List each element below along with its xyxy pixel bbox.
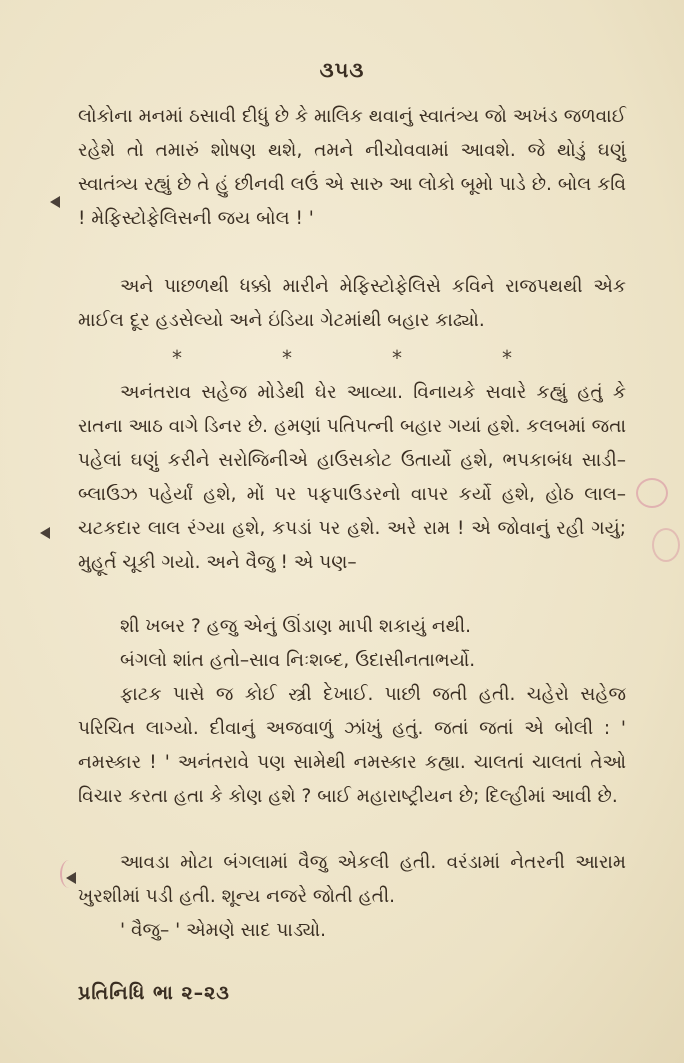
paragraph-8: ' વૈજુ– ' એમણે સાદ પાડ્યો. — [120, 920, 327, 941]
margin-mark — [40, 527, 50, 539]
page-number: ૩૫૩ — [319, 58, 365, 82]
separator-star: * — [392, 346, 402, 370]
page-footer: પ્રતિનિધિ ભા ૨–૨૩ — [78, 982, 230, 1004]
paragraph-1: લોકોના મનમાં ઠસાવી દીધું છે કે માલિક થવાનું સ્વાતંત્ર્ય જો અખંડ જળવાઈ રહેશે તો તમારું શોષણ થશે, તમને નીચોવવામાં આવશે. જે થોડું ઘણું સ્વાતંત્ર્ય રહ્યું છે તે હું છીનવી લઉં એ સારુ આ લોકો બૂમો પાડે છે. બોલ કવિ ! મેફિસ્ટોફેલિસની જય બોલ ! ' — [78, 106, 626, 229]
separator-star: * — [502, 346, 512, 370]
paragraph-4: શી ખબર ? હજુ એનું ઊંડાણ માપી શકાયું નથી. — [120, 616, 471, 637]
paragraph-5: બંગલો શાંત હતો–સાવ નિઃશબ્દ, ઉદાસીનતાભર્યો. — [120, 650, 476, 671]
paragraph-6: ફાટક પાસે જ કોઈ સ્ત્રી દેખાઈ. પાછી જતી હતી. ચહેરો સહેજ પરિચિત લાગ્યો. દીવાનું અજવાળું ઝાંખું હતું. જતાં જતાં એ બોલી : ' નમસ્કાર ! ' અનંતરાવે પણ સામેથી નમસ્કાર કહ્યા. ચાલતાં ચાલતાં તેઓ વિચાર કરતા હતા કે કોણ હશે ? બાઈ મહારાષ્ટ્રીયન છે; દિલ્હીમાં આવી છે. — [78, 684, 626, 807]
paragraph-2: અને પાછળથી ધક્કો મારીને મેફિસ્ટોફેલિસે કવિને રાજપથથી એક માઈલ દૂર હડસેલ્યો અને ઇંડિયા ગેટમાંથી બહાર કાઢ્યો. — [78, 276, 626, 331]
paragraph-3: અનંતરાવ સહેજ મોડેથી ઘેર આવ્યા. વિનાયકે સવારે કહ્યું હતું કે રાતના આઠ વાગે ડિનર છે. હમણાં પતિપત્ની બહાર ગયાં હશે. કલબમાં જતા પહેલાં ઘણું કરીને સરોજિનીએ હાઉસકોટ ઉતાર્યો હશે, ભપકાબંધ સાડી–બ્લાઉઝ પહેર્યાં હશે, મોં પર પફપાઉડરનો વાપર કર્યો હશે, હોઠ લાલ–ચટકદાર લાલ રંગ્યા હશે, કપડાં પર હશે. અરે રામ ! એ જોવાનું રહી ગયું; મુહૂર્ત ચૂકી ગયો. અને વૈજુ ! એ પણ– — [78, 382, 626, 573]
pencil-scribble — [636, 478, 668, 508]
separator-star: * — [282, 346, 292, 370]
paragraph-7: આવડા મોટા બંગલામાં વૈજુ એકલી હતી. વરંડામાં નેતરની આરામ ખુરશીમાં પડી હતી. શૂન્ય નજરે જોતી હતી. — [78, 852, 626, 907]
pencil-scribble — [652, 528, 680, 562]
margin-mark — [50, 196, 60, 208]
section-separator — [0, 346, 684, 370]
separator-star: * — [172, 346, 182, 370]
pencil-scribble — [60, 860, 78, 888]
